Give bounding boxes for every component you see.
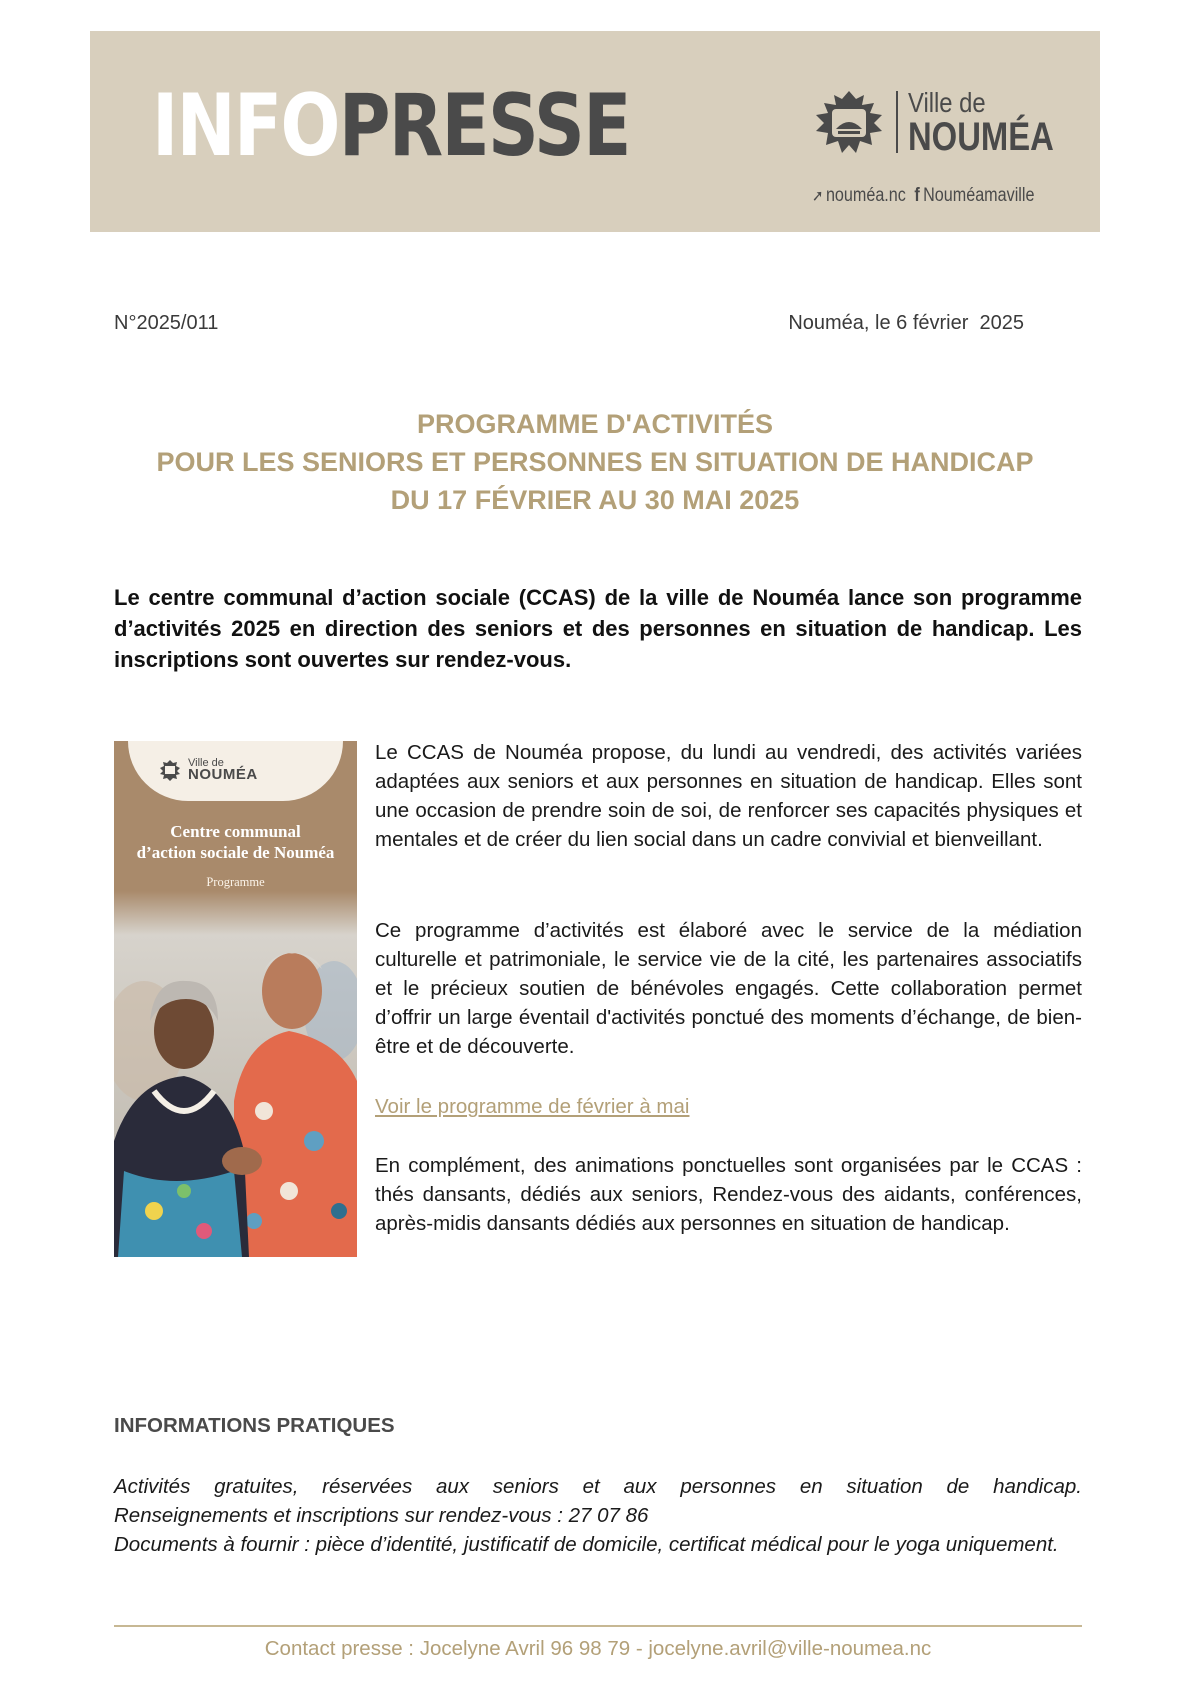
body-paragraph-1: Le CCAS de Nouméa propose, du lundi au vendredi, des activités variées adaptées aux seniors et aux personnes en situation de handicap. Elles sont une occasion de prendre soin de soi, de renforcer ses capacités physiques et mentales et de créer du lien social dans un cadre convivial et bienveillant. xyxy=(375,741,1082,851)
logo-noumea-text: NOUMÉA xyxy=(908,115,1054,159)
poster-sub-line-1: Programme xyxy=(206,875,265,889)
poster-title xyxy=(114,821,357,863)
press-release-number: N°2025/011 xyxy=(114,312,219,334)
title-line-2: POUR LES SENIORS ET PERSONNES EN SITUATION DE HANDICAP xyxy=(156,447,1034,477)
lead-paragraph: Le centre communal d’action sociale (CCAS) de la ville de Nouméa lance son programme d’activités 2025 en direction des seniors et des personnes en situation de handicap. Les inscriptions sont ouvertes sur rendez-vous. xyxy=(114,585,1082,672)
poster-crest-icon xyxy=(158,759,182,781)
info-section-title: INFORMATIONS PRATIQUES xyxy=(114,1414,395,1437)
coat-of-arms-icon xyxy=(812,89,886,155)
cursor-icon: ➚ xyxy=(812,188,824,205)
poster-logo-cap xyxy=(128,741,343,801)
info-line-2: Renseignements et inscriptions sur rendez-vous : 27 07 86 xyxy=(114,1504,649,1527)
facebook-icon: f xyxy=(914,185,920,206)
poster-title-line-2: d’action sociale de Nouméa xyxy=(136,843,335,862)
poster-title-line-1: Centre communal xyxy=(170,822,301,841)
press-release-date: Nouméa, le 6 février 2025 xyxy=(788,312,1024,334)
header-banner xyxy=(90,31,1100,232)
title-line-1: PROGRAMME D'ACTIVITÉS xyxy=(417,409,773,439)
facebook-handle: Nouméamaville xyxy=(923,185,1035,206)
ville-de-noumea-logo xyxy=(812,89,1052,209)
press-contact: Contact presse : Jocelyne Avril 96 98 79 - jocelyne.avril@ville-noumea.nc xyxy=(264,1637,932,1660)
brand-info: INFO xyxy=(152,76,339,176)
brand-infopresse xyxy=(152,76,630,176)
brand-presse: PRESSE xyxy=(338,76,630,176)
info-section-body xyxy=(114,1472,1082,1559)
body-paragraph-2: Ce programme d’activités est élaboré avec le service de la médiation culturelle et patrimoniale, le service vie de la cité, les partenaires associatifs et le précieux soutien de bénévoles engagés. Cette collaboration permet d’offrir un large éventail d'activités ponctué des moments d’échange, de bien-être et de découverte. xyxy=(375,919,1082,1058)
logo-social-row xyxy=(812,185,1034,207)
poster-noumea: NOUMÉA xyxy=(188,766,258,783)
info-line-3: Documents à fournir : pièce d’identité, justificatif de domicile, certificat médical pour le yoga uniquement. xyxy=(114,1533,1059,1556)
body-paragraph-4: En complément, des animations ponctuelles sont organisées par le CCAS : thés dansants, dédiés aux seniors, Rendez-vous des aidants, conférences, après-midis dansants dédiés aux personnes en situation de handicap. xyxy=(375,1154,1082,1235)
title-line-3: DU 17 FÉVRIER AU 30 MAI 2025 xyxy=(390,485,800,515)
poster-photo-seniors-dancing xyxy=(114,891,357,1257)
logo-ville-text: Ville de xyxy=(908,87,986,118)
poster-logo-text xyxy=(188,757,258,781)
footer-divider xyxy=(114,1625,1082,1627)
poster-ville: Ville de xyxy=(188,757,224,769)
info-line-1: Activités gratuites, réservées aux seniors et aux personnes en situation de handicap. xyxy=(114,1475,1082,1498)
programme-poster xyxy=(114,741,357,1257)
page-title xyxy=(90,405,1100,519)
website-text: nouméa.nc xyxy=(825,185,906,206)
programme-link-row xyxy=(375,1092,1082,1121)
programme-link[interactable]: Voir le programme de février à mai xyxy=(375,1095,690,1118)
logo-separator xyxy=(896,91,898,153)
